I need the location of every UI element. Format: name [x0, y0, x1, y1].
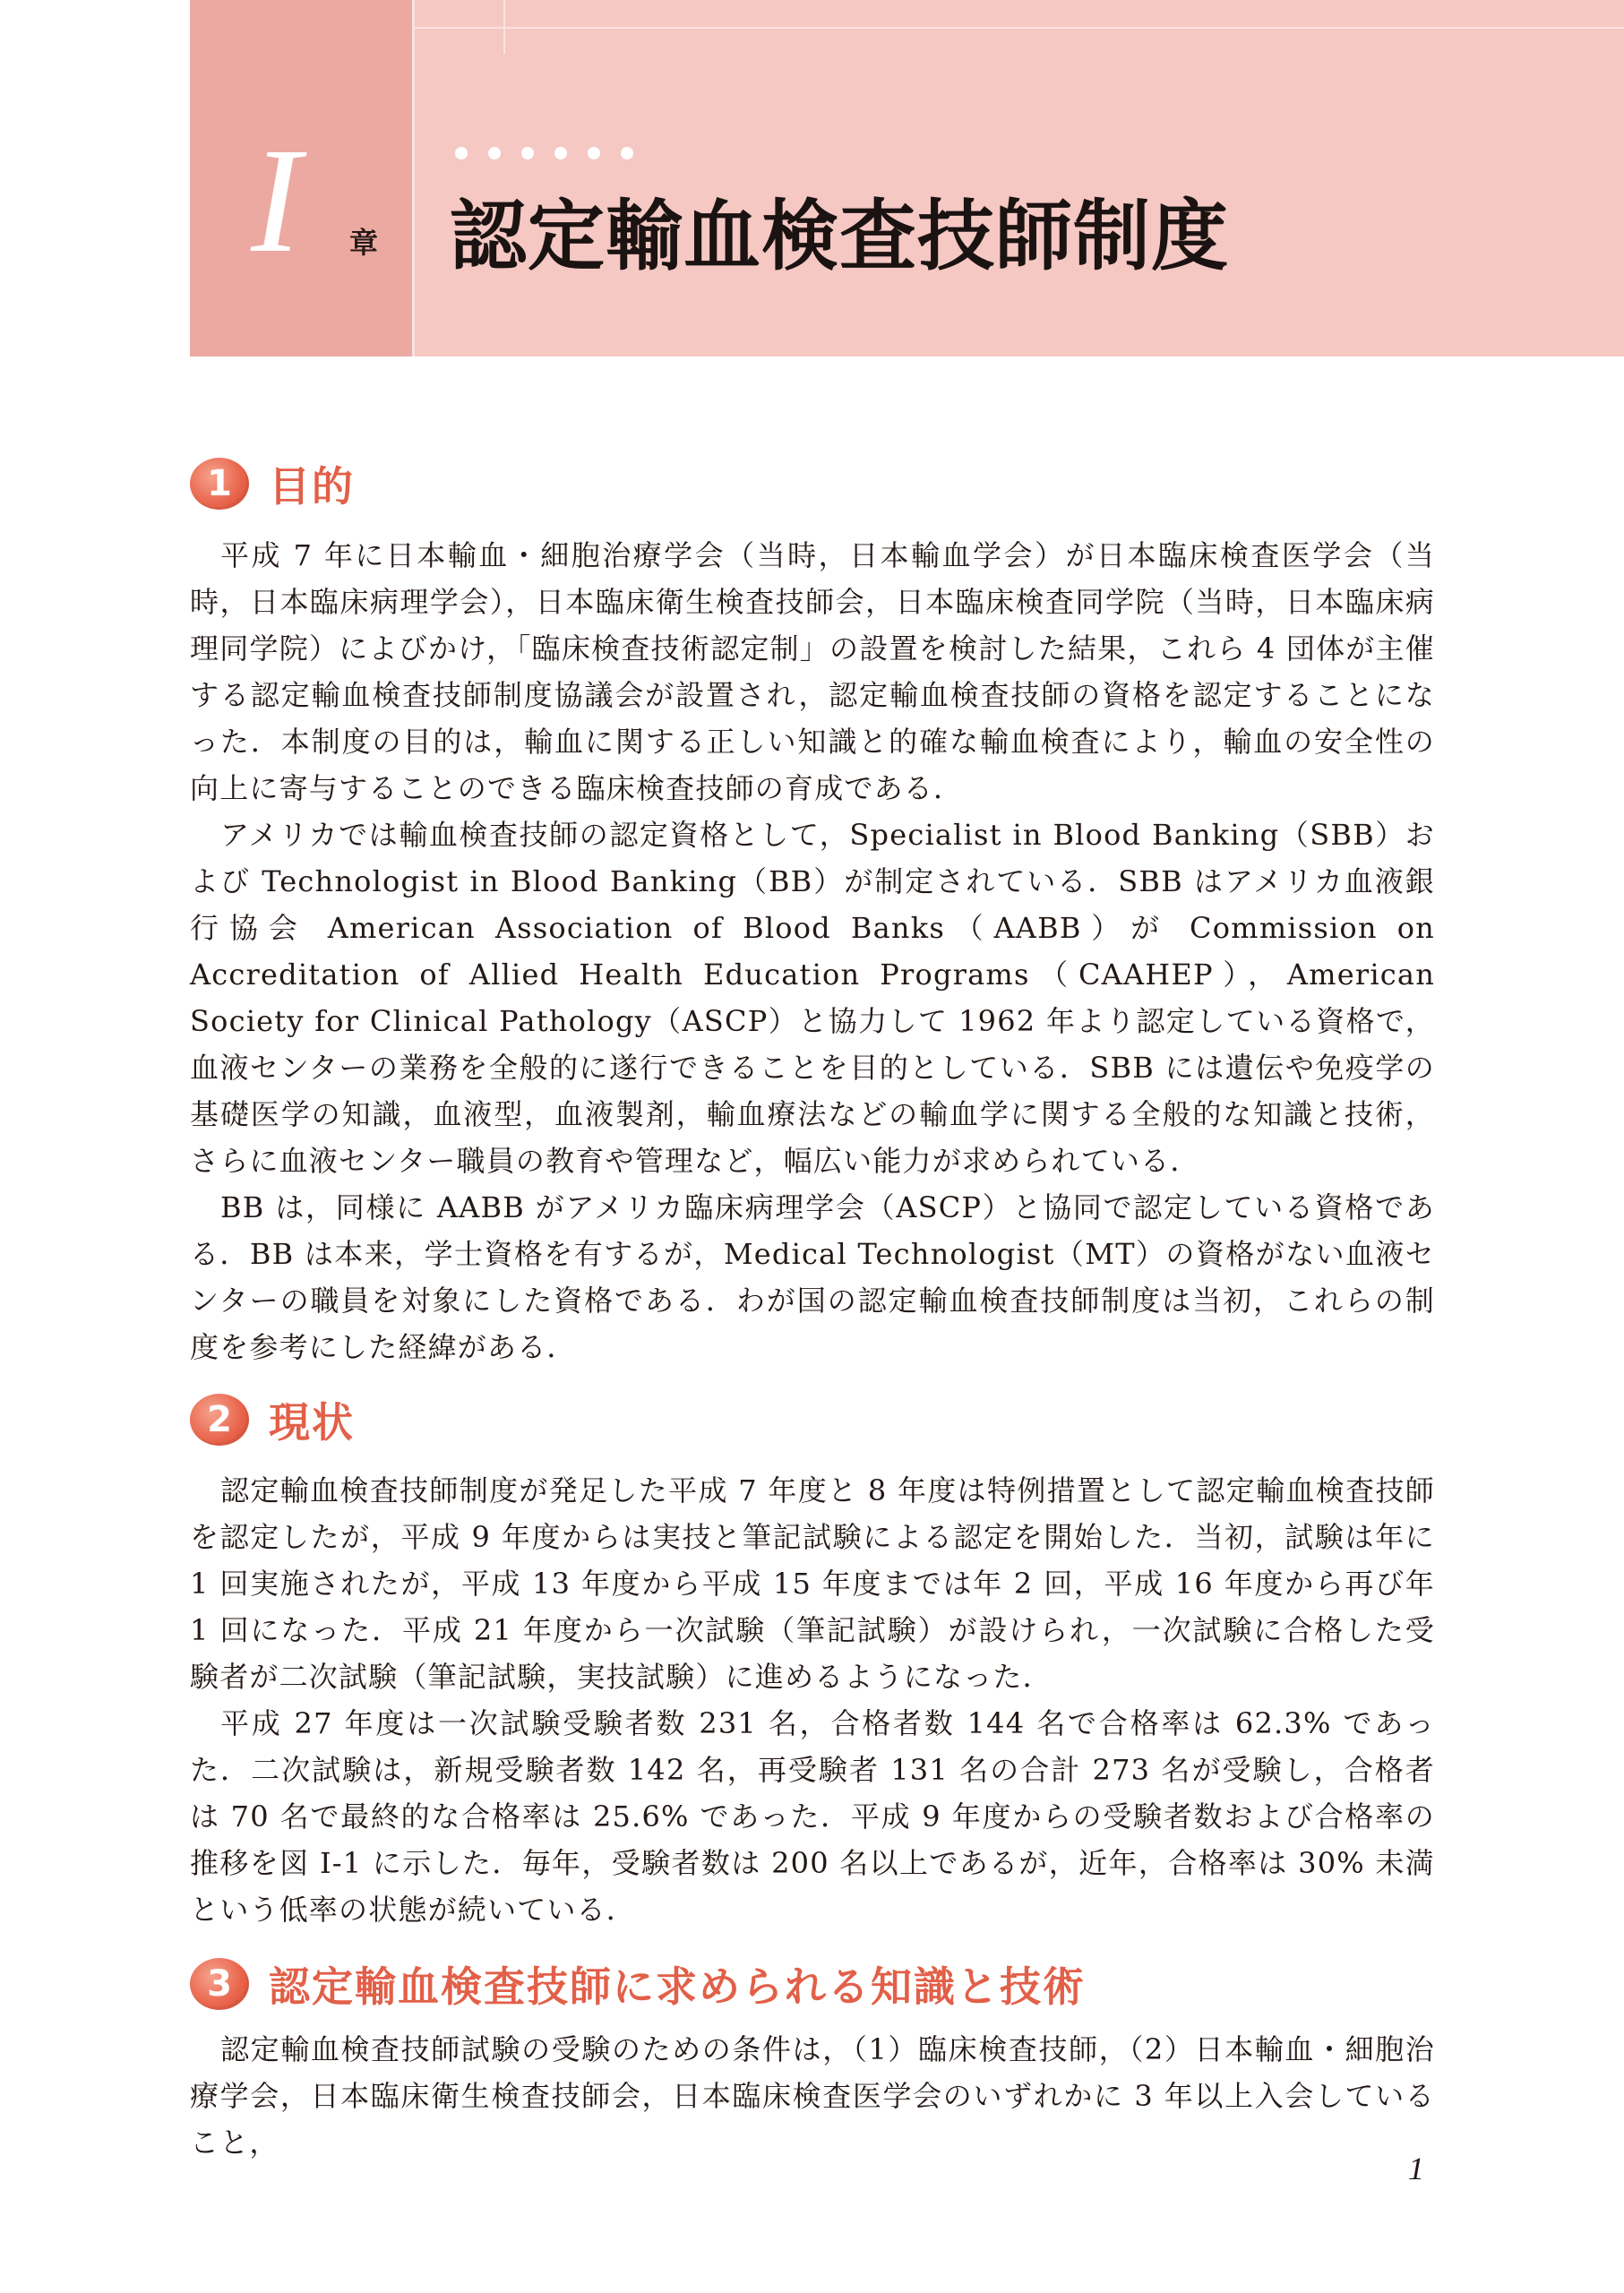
section-heading-2: [190, 1388, 355, 1451]
section-number-badge: 2: [190, 1394, 249, 1446]
dot-icon: [588, 147, 600, 159]
banner-divider: [412, 0, 415, 356]
dot-icon: [621, 147, 633, 159]
dot-icon: [554, 147, 567, 159]
section-title: 現状: [269, 1398, 355, 1447]
dot-icon: [521, 147, 534, 159]
chapter-number: I: [251, 117, 301, 284]
chapter-label: 章: [349, 226, 379, 260]
section-number-badge: 1: [190, 458, 249, 510]
decorative-dots: [455, 147, 633, 159]
section-1-paragraph-3: BB は，同様に AABB がアメリカ臨床病理学会（ASCP）と協同で認定している資格である．BB は本来，学士資格を有するが，Medical Technologist（MT）の資格がない血液センターの職員を対象にした資格である．わが国の認定輸血検査技師制度は当初，これらの制度を参考にした経緯がある．: [190, 1190, 1435, 1364]
section-number-badge: 3: [190, 1958, 249, 2010]
chapter-banner: [190, 0, 1624, 356]
section-heading-3: [190, 1953, 1086, 2015]
banner-rule: [412, 27, 1624, 29]
chapter-number-panel: [190, 0, 412, 356]
section-2-paragraph-1: 認定輸血検査技師制度が発足した平成 7 年度と 8 年度は特例措置として認定輸血検査技師を認定したが，平成 9 年度からは実技と筆記試験による認定を開始した．当初，試験は年に 1 回実施されたが，平成 13 年度から平成 15 年度までは年 2 回，平成 16 年度から再び年 1 回になった．平成 21 年度から一次試験（筆記試験）が設けられ，一次試験に合格した受験者が二次試験（筆記試験，実技試験）に進めるようになった．: [190, 1473, 1435, 1694]
dot-icon: [488, 147, 501, 159]
section-1-paragraph-1: 平成 7 年に日本輸血・細胞治療学会（当時，日本輸血学会）が日本臨床検査医学会（当時，日本臨床病理学会），日本臨床衛生検査技師会，日本臨床検査同学院（当時，日本臨床病理同学院）によびかけ，「臨床検査技術認定制」の設置を検討した結果，これら 4 団体が主催する認定輸血検査技師制度協議会が設置され，認定輸血検査技師の資格を認定することになった．本制度の目的は，輸血に関する正しい知識と的確な輸血検査により，輸血の安全性の向上に寄与することのできる臨床検査技師の育成である．: [190, 538, 1435, 805]
dot-icon: [455, 147, 468, 159]
chapter-title: 認定輸血検査技師制度: [450, 192, 1229, 281]
section-2-paragraph-2: 平成 27 年度は一次試験受験者数 231 名，合格者数 144 名で合格率は 62.3% であった．二次試験は，新規受験者数 142 名，再受験者 131 名の合計 273 名が受験し，合格者は 70 名で最終的な合格率は 25.6% であった．平成 9 年度からの受験者数および合格率の推移を図 I-1 に示した．毎年，受験者数は 200 名以上であるが，近年，合格率は 30% 未満という低率の状態が続いている．: [190, 1706, 1435, 1927]
section-1-paragraph-2: アメリカでは輸血検査技師の認定資格として，Specialist in Blood Banking（SBB）および Technologist in Blood Banking（BB）が制定されている．SBB はアメリカ血液銀行協会 American Association of Blood Banks（AABB）が Commission on Accreditation of Allied Health Education Programs（CAAHEP），American Society for Clinical Pathology（ASCP）と協力して 1962 年より認定している資格で，血液センターの業務を全般的に遂行できることを目的としている．SBB には遺伝や免疫学の基礎医学の知識，血液型，血液製剤，輸血療法などの輸血学に関する全般的な知識と技術，さらに血液センター職員の教育や管理など，幅広い能力が求められている．: [190, 818, 1435, 1178]
section-title: 目的: [269, 462, 355, 511]
section-heading-1: [190, 452, 355, 515]
page-number: 1: [1408, 2151, 1424, 2186]
banner-tick: [503, 0, 505, 54]
section-3-paragraph-1: 認定輸血検査技師試験の受験のための条件は，（1）臨床検査技師，（2）日本輸血・細胞治療学会，日本臨床衛生検査技師会，日本臨床検査医学会のいずれかに 3 年以上入会していること，: [190, 2032, 1435, 2160]
section-title: 認定輸血検査技師に求められる知識と技術: [269, 1962, 1086, 2011]
